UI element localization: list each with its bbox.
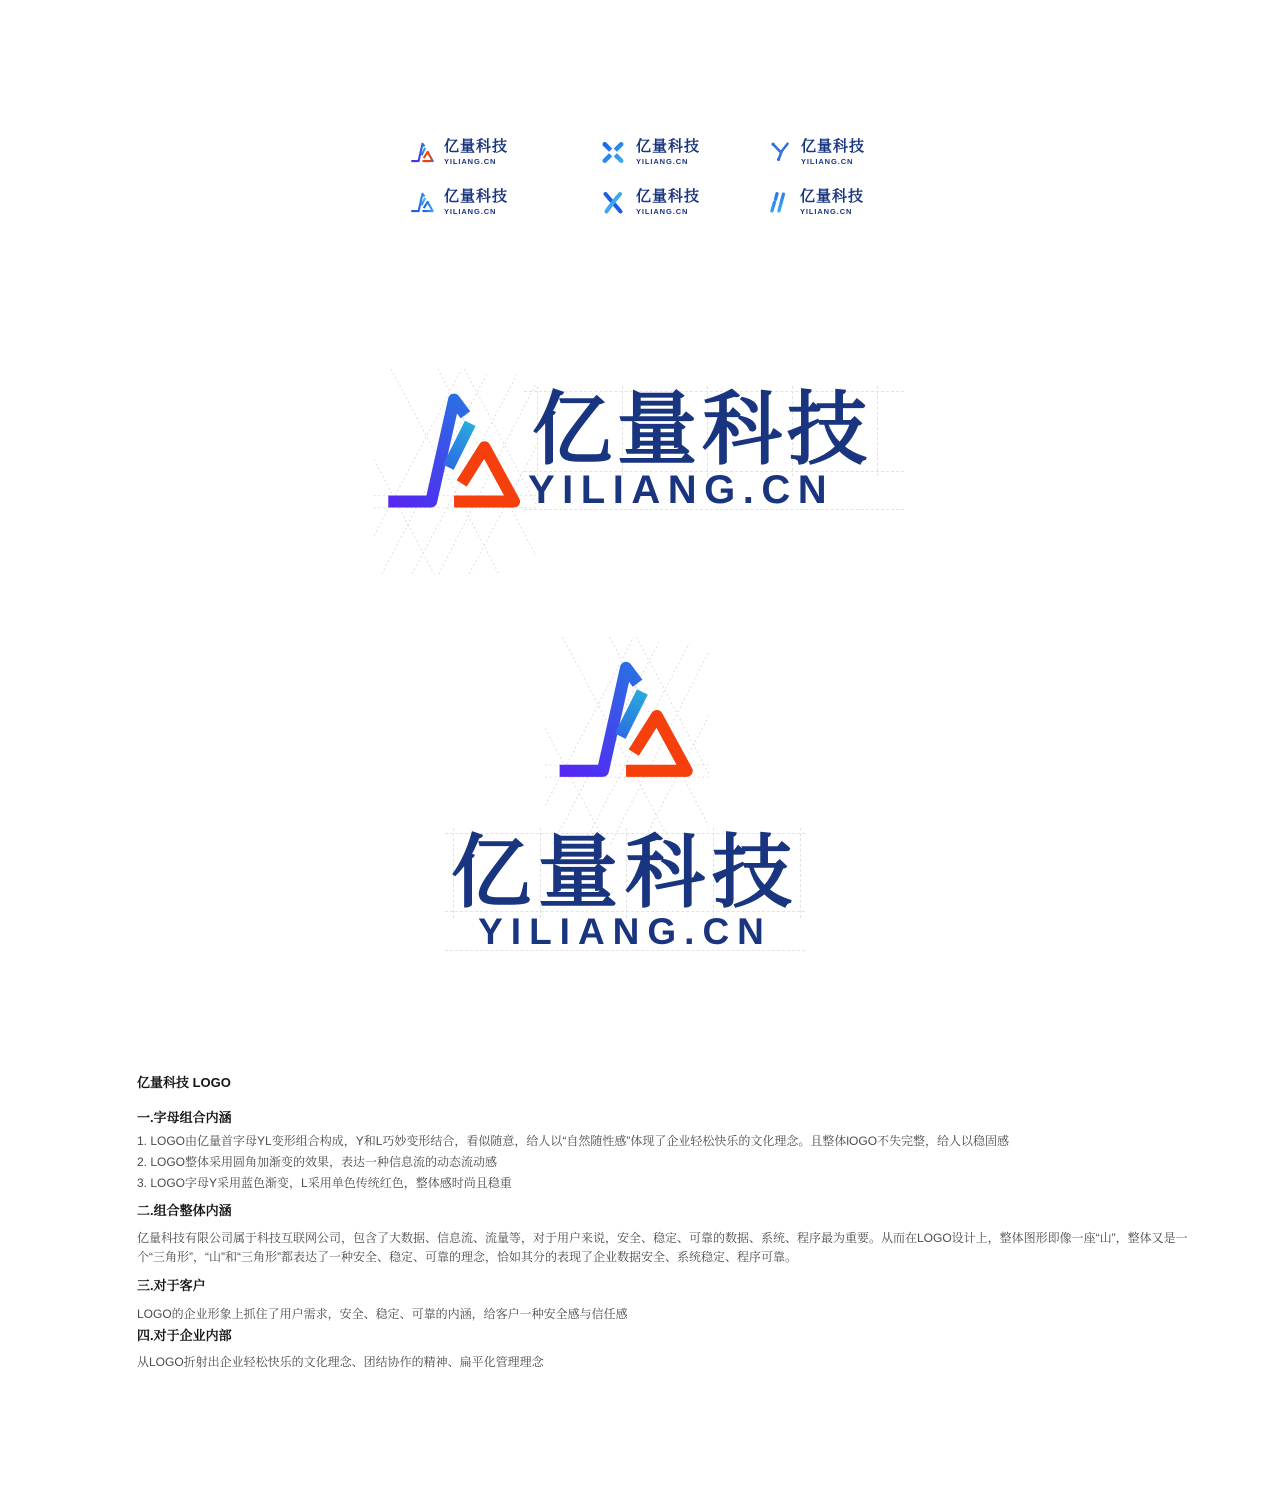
variant-brand-name: 亿量科技 (636, 188, 701, 205)
primary-wordmark-zh: 亿量科技 (532, 385, 872, 474)
yl-color-mark-icon (410, 140, 434, 165)
logo-variant-6 (768, 189, 864, 216)
variant-brand-name: 亿量科技 (444, 138, 509, 155)
variant-domain: YILIANG.CN (800, 207, 853, 216)
variant-domain: YILIANG.CN (636, 157, 689, 166)
double-slash-mark-icon (768, 190, 790, 215)
rounded-x-mark-icon (600, 190, 626, 215)
construction-guide (877, 386, 878, 476)
x-chevron-mark-icon (600, 140, 626, 165)
section-body-1 (137, 1131, 1212, 1194)
section-body-3: LOGO的企业形象上抓住了用户需求，安全、稳定、可靠的内涵，给客户一种安全感与信任感 (137, 1307, 628, 1321)
variant-brand-name: 亿量科技 (444, 188, 509, 205)
section-heading-2: 二.组合整体内涵 (137, 1203, 232, 1218)
logo-variant-4 (410, 189, 508, 216)
variant-domain: YILIANG.CN (636, 207, 689, 216)
section-heading-1: 一.字母组合内涵 (137, 1110, 232, 1125)
logo-variant-3 (768, 139, 865, 166)
section-body-2: 亿量科技有限公司属于科技互联网公司，包含了大数据、信息流、流量等，对于用户来说，安全、稳定、可靠的数据、系统、程序最为重要。从而在LOGO设计上，整体图形即像一座“山”，整体又是一个“三角形”，“山”和“三角形”都表达了一种安全、稳定、可靠的理念，恰如其分的表现了企业数据安全、系统稳定、程序可靠。 (137, 1231, 1188, 1264)
section-heading-3: 三.对于客户 (137, 1278, 206, 1293)
description-title: 亿量科技 LOGO (137, 1075, 231, 1090)
variant-domain: YILIANG.CN (444, 157, 497, 166)
description-line: 2. LOGO整体采用圆角加渐变的效果，表达一种信息流的动态流动感 (137, 1155, 498, 1169)
variant-brand-name: 亿量科技 (800, 188, 865, 205)
stacked-wordmark-zh: 亿量科技 (451, 828, 799, 917)
section-body-4: 从LOGO折射出企业轻松快乐的文化理念、团结协作的精神、扁平化管理理念 (137, 1355, 544, 1369)
description-line: 3. LOGO字母Y采用蓝色渐变，L采用单色传统红色，整体感时尚且稳重 (137, 1176, 512, 1190)
variant-brand-name: 亿量科技 (636, 138, 701, 155)
stacked-wordmark-domain: YILIANG.CN (478, 911, 772, 952)
yl-stacked-mark-icon (545, 637, 709, 844)
yl-primary-mark-icon (374, 369, 536, 574)
logo-variant-5 (600, 189, 700, 216)
yl-blue-mark-icon (410, 190, 434, 215)
logo-variant-1 (410, 139, 508, 166)
section-heading-4: 四.对于企业内部 (137, 1328, 232, 1343)
variant-domain: YILIANG.CN (801, 157, 854, 166)
variant-brand-name: 亿量科技 (801, 138, 866, 155)
variant-domain: YILIANG.CN (444, 207, 497, 216)
description-line: 1. LOGO由亿量首字母YL变形组合构成，Y和L巧妙变形结合，看似随意，给人以“自然随性感”体现了企业轻松快乐的文化理念。且整体lOGO不失完整，给人以稳固感 (137, 1134, 1010, 1148)
logo-variant-2 (600, 139, 700, 166)
primary-wordmark-domain: YILIANG.CN (528, 468, 835, 512)
circuit-y-mark-icon (768, 140, 791, 165)
